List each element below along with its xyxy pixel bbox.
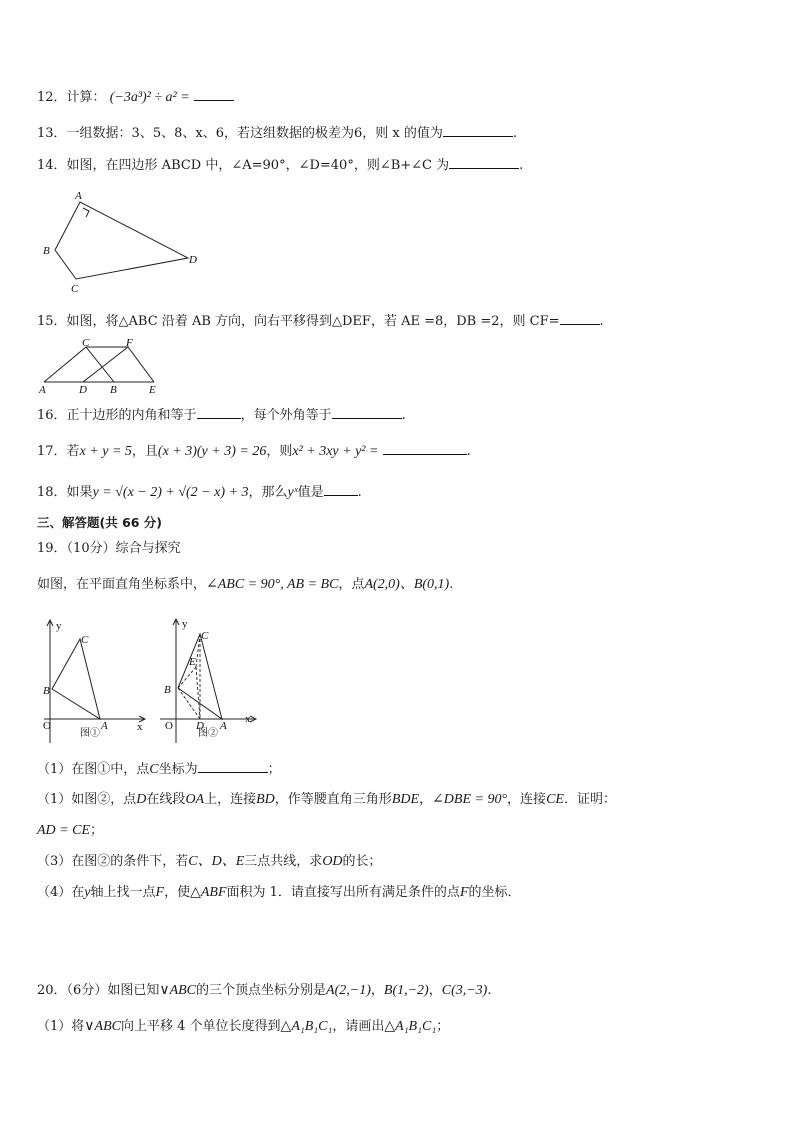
question-text: 计算：: [66, 90, 106, 105]
question-number: 14．: [37, 158, 67, 173]
math-expression: yˣ: [287, 485, 298, 500]
question-18: [37, 483, 362, 502]
label-c: C: [71, 283, 79, 295]
math-symbol: OD: [322, 854, 343, 869]
math-symbol: △ABF: [190, 885, 227, 900]
math-symbol: F: [459, 885, 469, 900]
section-heading: 三、解答题(共 66 分): [37, 515, 163, 530]
question-text: 在图②的条件下，若: [71, 854, 189, 869]
question-text: 向上平移 4 个单位长度得到: [121, 1019, 281, 1034]
math-expression: C(3,−3): [441, 983, 488, 998]
label-d: D: [196, 720, 204, 732]
question-16: [37, 406, 406, 425]
answer-blank[interactable]: [324, 483, 358, 496]
question-text: 一组数据：3、5、8、x、6，若这组数据的极差为6，则 x 的值为: [66, 126, 443, 141]
part-number: （3）: [37, 854, 72, 869]
question-text: ，作等腰直角三角形: [274, 792, 392, 807]
question-number: 15．: [37, 314, 67, 329]
punctuation: ，: [428, 983, 442, 998]
question-text: ，使: [164, 885, 191, 900]
label-c: C: [82, 337, 90, 349]
answer-blank[interactable]: [449, 156, 519, 169]
question-19-heading: 19．（10分）综合与探究: [37, 541, 181, 556]
label-a: A: [75, 190, 82, 202]
math-symbol: ∨ABC: [84, 1019, 121, 1034]
question-17: [37, 442, 471, 461]
label-b: B: [110, 384, 117, 396]
period: .: [466, 444, 471, 459]
label-e: E: [149, 384, 156, 396]
question-19-part-2: [37, 791, 616, 809]
label-c: C: [201, 630, 209, 642]
punctuation: ；: [267, 762, 281, 777]
question-text: 若: [66, 444, 80, 459]
question-14: [37, 156, 523, 175]
question-13: [37, 124, 517, 143]
question-text: 的三个顶点坐标分别是: [196, 983, 327, 998]
period: .: [487, 983, 492, 998]
math-symbol: CE: [546, 792, 564, 807]
punctuation: ；: [90, 823, 104, 838]
question-text: ，: [419, 792, 433, 807]
label-d: D: [189, 254, 197, 266]
question-number: 16．: [37, 408, 67, 423]
question-text: ，且: [131, 444, 158, 459]
question-text: 的长；: [342, 854, 382, 869]
question-text: 如图，在平面直角坐标系中，: [37, 577, 207, 592]
math-symbol: C、D、E: [188, 854, 245, 869]
answer-blank[interactable]: [560, 312, 600, 325]
period: .: [512, 126, 517, 141]
axis-y-label: y: [182, 618, 188, 630]
answer-blank[interactable]: [383, 442, 467, 455]
math-expression: x² + 3xy + y² =: [292, 444, 379, 459]
answer-blank[interactable]: [198, 760, 268, 773]
period: .: [519, 158, 524, 173]
question-19-part-2-continued: [37, 822, 103, 840]
quadrilateral-abcd-figure: [40, 188, 210, 298]
label-b: B: [43, 245, 50, 257]
question-number: 17．: [37, 444, 67, 459]
question-text: 如图②，点: [71, 792, 137, 807]
question-number: 12．: [37, 90, 67, 105]
question-text: 如果: [66, 485, 93, 500]
coordinate-figure-1: [38, 615, 148, 743]
coordinate-figure-2: [160, 615, 270, 743]
part-number: （4）: [37, 885, 72, 900]
question-text: 面积为 1．请直接写出所有满足条件的点: [226, 885, 460, 900]
math-symbol: OA: [185, 792, 205, 807]
answer-blank[interactable]: [443, 124, 513, 137]
label-a: A: [220, 720, 227, 732]
question-text: 20．（6分）如图已知: [37, 983, 160, 998]
period: .: [599, 314, 604, 329]
question-text: ，则: [266, 444, 293, 459]
answer-blank[interactable]: [197, 406, 241, 419]
question-text: 上，连接: [204, 792, 257, 807]
question-text: ，点: [338, 577, 365, 592]
question-text: 轴上找一点: [90, 885, 156, 900]
question-text: ，那么: [248, 485, 288, 500]
label-b: B: [43, 685, 50, 697]
math-expression: A(2,0)、B(0,1): [364, 577, 450, 592]
axis-y-label: y: [56, 620, 62, 632]
part-number: （1）: [37, 792, 72, 807]
question-number: 13．: [37, 126, 67, 141]
math-expression: AD = CE: [37, 823, 90, 838]
math-symbol: △A₁B₁C₁: [280, 1019, 333, 1034]
question-text: 的坐标．: [468, 885, 521, 900]
label-c: C: [81, 634, 89, 646]
math-symbol: BD: [256, 792, 275, 807]
question-12: [37, 88, 234, 107]
answer-blank[interactable]: [194, 88, 234, 101]
label-a: A: [39, 384, 46, 396]
math-symbol: ∨ABC: [159, 983, 197, 998]
part-number: （1）: [37, 1019, 72, 1034]
period: .: [357, 485, 362, 500]
math-expression: A(2,−1): [326, 983, 371, 998]
question-text: 坐标为: [158, 762, 198, 777]
question-20-part-1: [37, 1018, 449, 1036]
part-number: （1）: [37, 762, 72, 777]
figure-caption: 图①: [80, 728, 100, 739]
question-text: 将: [71, 1019, 85, 1034]
punctuation: ；: [436, 1019, 450, 1034]
axis-x-label: x: [137, 721, 143, 733]
math-symbol: F: [155, 885, 165, 900]
question-number: 18．: [37, 485, 67, 500]
math-symbol: y: [84, 885, 91, 900]
axis-x-label: x: [245, 713, 251, 725]
question-text: ，每个外角等于: [240, 408, 332, 423]
question-19-part-1: [37, 760, 281, 779]
question-text: 值是: [297, 485, 324, 500]
question-text: ，连接: [507, 792, 547, 807]
question-19-part-3: [37, 853, 382, 871]
question-text: ．证明：: [563, 792, 616, 807]
question-text: 在图①中，点: [71, 762, 150, 777]
label-f: F: [126, 337, 133, 349]
answer-blank[interactable]: [332, 406, 402, 419]
question-text: 三点共线，求: [244, 854, 323, 869]
question-text: 如图，将△ABC 沿着 AB 方向，向右平移得到△DEF，若 AE =8，DB =2，则 CF=: [66, 314, 560, 329]
math-symbol: △A₁B₁C₁: [384, 1019, 437, 1034]
question-text: 正十边形的内角和等于: [66, 408, 197, 423]
math-expression: ∠DBE = 90°: [432, 792, 508, 807]
label-a: A: [101, 720, 108, 732]
figure-caption: 图②: [198, 728, 218, 739]
math-expression: x + y = 5: [79, 444, 132, 459]
period: .: [401, 408, 406, 423]
question-19-part-4: [37, 884, 521, 902]
math-expression: (−3a³)² ÷ a² =: [109, 90, 190, 105]
question-text: 在: [71, 885, 85, 900]
period: .: [449, 577, 454, 592]
math-expression: y = √(x − 2) + √(2 − x) + 3: [92, 485, 249, 500]
math-expression: ∠ABC = 90°, AB = BC: [206, 577, 339, 592]
question-15: [37, 312, 604, 331]
origin-label: O: [43, 720, 51, 732]
translation-triangles-figure: [36, 338, 166, 396]
question-19-intro: [37, 576, 453, 594]
math-expression: B(1,−2): [383, 983, 429, 998]
question-text: 在线段: [146, 792, 186, 807]
question-text: ，请画出: [332, 1019, 385, 1034]
question-20: [37, 982, 491, 1000]
math-symbol: BDE: [391, 792, 420, 807]
origin-label: O: [165, 720, 173, 732]
math-expression: (x + 3)(y + 3) = 26: [157, 444, 267, 459]
label-e: E: [189, 656, 196, 668]
math-symbol: C: [149, 762, 159, 777]
label-b: B: [164, 684, 171, 696]
punctuation: ，: [370, 983, 384, 998]
math-symbol: D: [136, 792, 147, 807]
label-d: D: [79, 384, 87, 396]
question-text: 如图，在四边形 ABCD 中，∠A=90°，∠D=40°，则∠B+∠C 为: [66, 158, 450, 173]
